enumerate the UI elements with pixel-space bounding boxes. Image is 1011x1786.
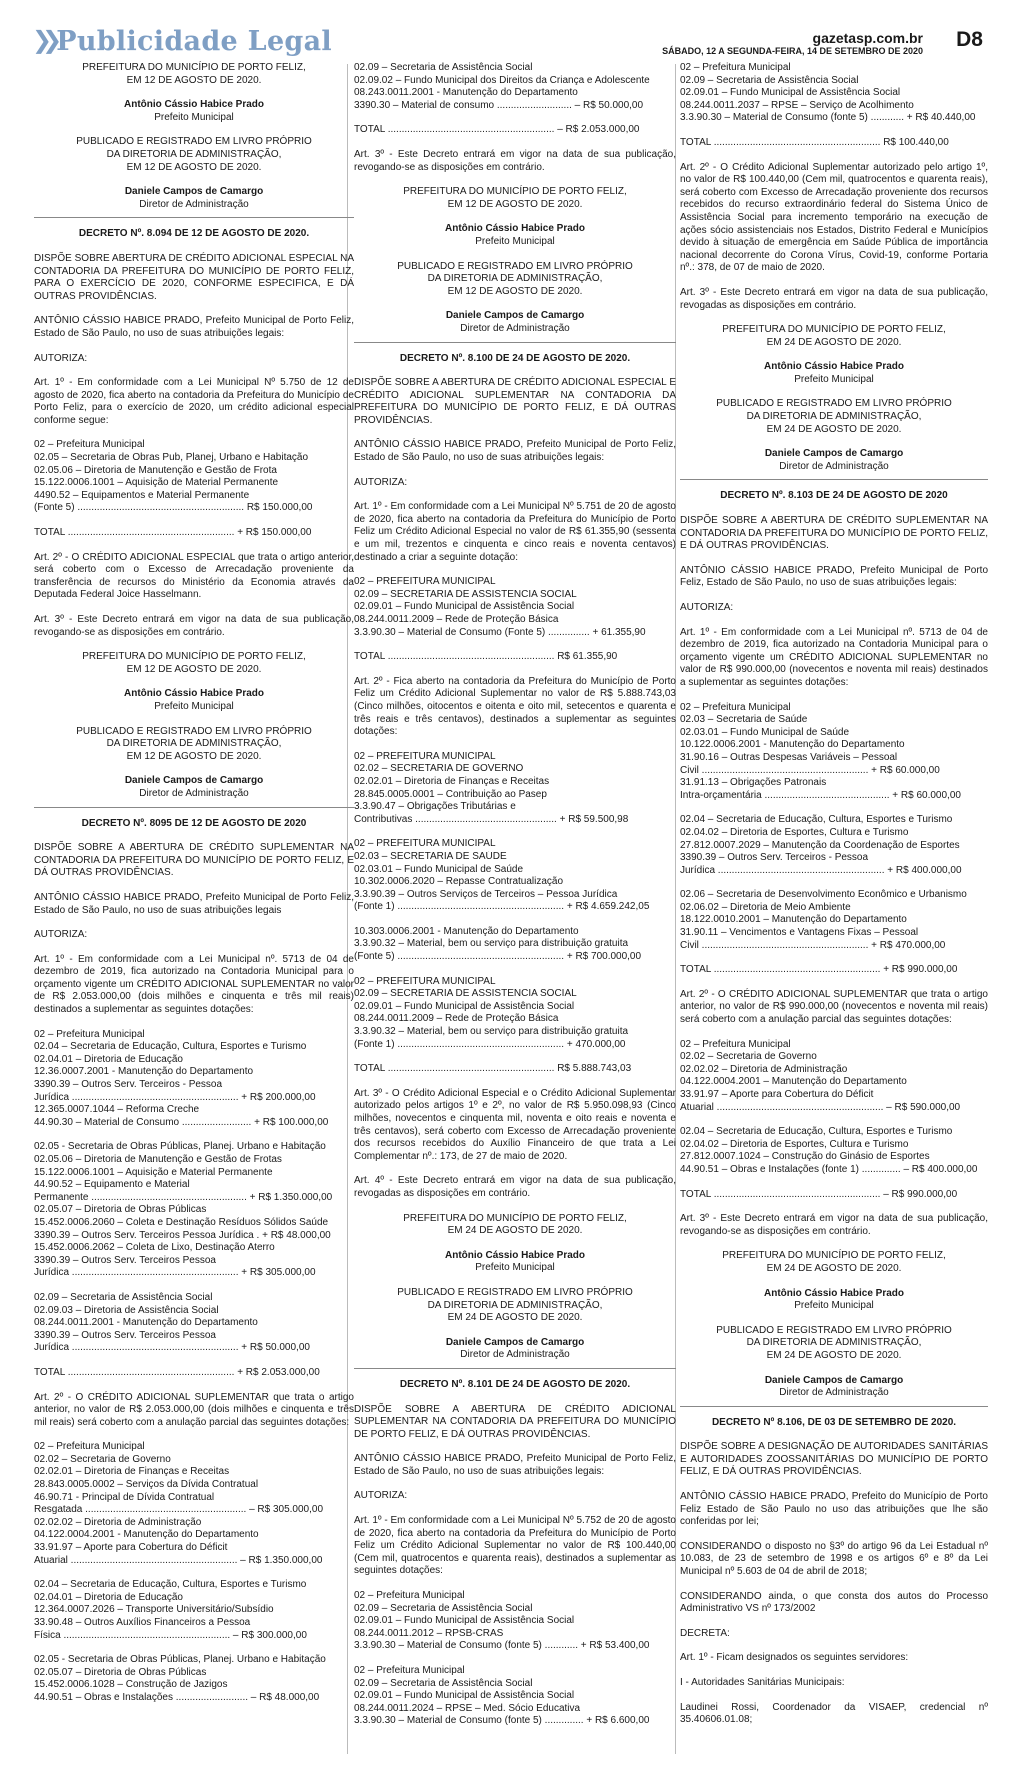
- budget-line: 02 – PREFEITURA MUNICIPAL: [354, 838, 496, 850]
- signature-name: Daniele Campos de Camargo: [124, 775, 264, 787]
- budget-line: 02.02 – Secretaria de Governo: [34, 1453, 171, 1465]
- budget-line: 02.04.02 – Diretoria de Esportes, Cultura e Turismo: [680, 1138, 909, 1150]
- section-rule: [354, 1368, 676, 1369]
- spacer: [34, 87, 354, 99]
- budget-line: 02.09 – Secretaria de Assistência Social: [354, 62, 533, 73]
- budget-line: 12.365.0007.1044 – Reforma Creche: [34, 1104, 200, 1116]
- budget-line: 3390.39 – Outros Serv. Terceiros Pessoa: [34, 1254, 216, 1266]
- paragraph: ANTÔNIO CÁSSIO HABICE PRADO, Prefeito do Município de Porto Feliz Estado de São Paulo no uso das atribuições que lhe são conferidas por lei;: [680, 1491, 988, 1528]
- paragraph: AUTORIZA:: [680, 602, 734, 613]
- spacer: [354, 1238, 676, 1250]
- budget-line: Física ............................................................ – R$ 300.000,00: [34, 1629, 307, 1641]
- budget-line: 02.03 – Secretaria de Saúde: [680, 714, 808, 726]
- centered-line: Diretor de Administração: [139, 787, 249, 799]
- budget-line: 02.02 – SECRETARIA DE GOVERNO: [354, 763, 524, 775]
- paragraph: AUTORIZA:: [34, 352, 88, 364]
- section-rule: [680, 479, 988, 480]
- budget-line: Contributivas ................................................... + R$ 59.500,98: [354, 813, 629, 825]
- budget-line: 02.04 – Secretaria de Educação, Cultura, Esportes e Turismo: [34, 1041, 307, 1053]
- signature-name: Daniele Campos de Camargo: [445, 310, 585, 322]
- budget-line: 02.05.07 – Diretoria de Obras Públicas: [34, 1204, 207, 1216]
- decree-title: DECRETO Nº. 8.101 DE 24 DE AGOSTO DE 2020.: [399, 1378, 631, 1390]
- centered-line: Diretor de Administração: [460, 322, 570, 334]
- paragraph: Art. 3º - Este Decreto entrará em vigor na data de sua publicação, revogando-se as disposições em contrário.: [354, 148, 676, 173]
- signature-name: Antônio Cássio Habice Prado: [763, 1287, 905, 1299]
- budget-line: 02 – Prefeitura Municipal: [34, 439, 145, 451]
- budget-line: TOTAL ............................................................ – R$ 990.000,00: [680, 1188, 958, 1200]
- centered-line: Diretor de Administração: [779, 1387, 889, 1399]
- paragraph: Art. 2º - O CRÉDITO ADICIONAL ESPECIAL que trata o artigo anterior, será coberto com o Excesso de Arrecadação proveniente da transferência de recursos do Ministério da Economia através da Deputada Federal Joice Hasselmann.: [34, 551, 354, 601]
- paragraph: ANTÔNIO CÁSSIO HABICE PRADO, Prefeito Municipal de Porto Feliz, Estado de São Paulo, no uso de suas atribuições legais:: [680, 564, 988, 589]
- issue-date: SÁBADO, 12 A SEGUNDA-FEIRA, 14 DE SETEMBRO DE 2020: [662, 46, 923, 56]
- budget-line: 08.244.0011.2001 - Manutenção do Departamento: [34, 1317, 258, 1329]
- paragraph: AUTORIZA:: [34, 929, 88, 941]
- budget-line: TOTAL ............................................................ + R$ 150.000,00: [34, 527, 312, 539]
- budget-line: 10.303.0006.2001 - Manutenção do Departamento: [354, 925, 579, 937]
- budget-line: Intra-orçamentária ............................................. + R$ 60.000,00: [680, 789, 961, 801]
- paragraph: I - Autoridades Sanitárias Municipais:: [680, 1677, 845, 1688]
- budget-line: 02.09.03 – Diretoria de Assistência Social: [34, 1304, 219, 1316]
- budget-line: TOTAL ............................................................ + R$ 990.000,00: [680, 964, 958, 976]
- paragraph: DISPÕE SOBRE A ABERTURA DE CRÉDITO ADICIONAL SUPLEMENTAR NA CONTADORIA DA PREFEITURA DO MUNICÍPIO DE PORTO FELIZ, E DÁ OUTRAS PROVIDÊNCIAS.: [354, 1403, 676, 1440]
- budget-line: Resgatada .......................................................... – R$ 305.000,00: [34, 1504, 324, 1516]
- centered-line: DA DIRETORIA DE ADMINISTRAÇÃO,: [427, 1299, 603, 1311]
- centered-line: EM 12 DE AGOSTO DE 2020.: [126, 161, 262, 173]
- spacer: [680, 1114, 988, 1126]
- budget-line: TOTAL ............................................................ + R$ 2.053.000,00: [34, 1366, 320, 1378]
- centered-line: EM 24 DE AGOSTO DE 2020.: [766, 336, 902, 348]
- budget-line: 02.04 – Secretaria de Educação, Cultura, Esportes e Turismo: [34, 1579, 307, 1591]
- budget-line: 02 – Prefeitura Municipal: [354, 1665, 465, 1676]
- spacer: [354, 664, 676, 676]
- spacer: [354, 249, 676, 261]
- spacer: [34, 763, 354, 775]
- budget-line: 08.244.0011.2037 – RPSE – Serviço de Acolhimento: [680, 99, 914, 111]
- budget-line: Atuarial ............................................................ – R$ 590.000,00: [680, 1101, 961, 1113]
- budget-line: 02.05.06 – Diretoria de Manutenção e Gestão de Frotas: [34, 1154, 282, 1165]
- paragraph: Art. 2º - Fica aberto na contadoria da Prefeitura do Município de Porto Feliz um Crédito Adicional Suplementar no valor de R$ 5.888.743,03 (Cinco milhões, oitocentos e oitenta e oito mil, setecentos e quarenta e três reais e três centavos), destinados a suplementar as seguintes dotações:: [354, 675, 676, 738]
- signature-name: Antônio Cássio Habice Prado: [444, 223, 586, 235]
- budget-line: 4490.52 – Equipamentos e Material Permanente: [34, 489, 250, 501]
- centered-line: EM 12 DE AGOSTO DE 2020.: [126, 663, 262, 675]
- double-chevron-icon: ❯❯: [32, 26, 53, 54]
- budget-line: 02 – Prefeitura Municipal: [680, 701, 791, 713]
- budget-line: 02.09 – Secretaria de Assistência Social: [354, 1677, 533, 1689]
- budget-line: 02.09 – SECRETARIA DE ASSISTENCIA SOCIAL: [354, 588, 577, 600]
- paragraph: ANTÔNIO CÁSSIO HABICE PRADO, Prefeito Municipal de Porto Feliz, Estado de São Paulo, no uso de suas atribuições legais: [34, 891, 354, 916]
- budget-line: 15.122.0006.1001 – Aquisição de Material Permanente: [34, 477, 279, 489]
- budget-line: Jurídica ............................................................ + R$ 400.000,00: [680, 864, 962, 876]
- centered-line: EM 24 DE AGOSTO DE 2020.: [766, 1349, 902, 1361]
- budget-line: 15.452.0006.1028 – Construção de Jazigos: [34, 1679, 228, 1691]
- paragraph: DISPÕE SOBRE A ABERTURA DE CRÉDITO SUPLEMENTAR NA CONTADORIA DA PREFEITURA DO MUNICÍPIO DE PORTO FELIZ, E DÁ OUTRAS PROVIDÊNCIAS.: [34, 842, 354, 879]
- spacer: [680, 952, 988, 964]
- centered-line: PUBLICADO E REGISTRADO EM LIVRO PRÓPRIO: [76, 725, 312, 737]
- budget-line: 02.02.02 – Diretoria de Administração: [680, 1063, 848, 1075]
- spacer: [354, 826, 676, 838]
- centered-line: DA DIRETORIA DE ADMINISTRAÇÃO,: [746, 1337, 922, 1349]
- paragraph: Laudinei Rossi, Coordenador da VISAEP, credencial nº 35.40606.01.08;: [680, 1701, 988, 1726]
- budget-line: 3.3.90.30 – Material de Consumo (fonte 5) ............ + R$ 40.440,00: [680, 112, 976, 124]
- budget-line: Jurídica ............................................................ + R$ 305.000,00: [34, 1267, 316, 1279]
- budget-line: 31.90.16 – Outras Despesas Variáveis – Pessoal: [680, 751, 898, 763]
- budget-line: 3.3.90.30 – Material de Consumo (fonte 5) .............. + R$ 6.600,00: [354, 1715, 650, 1727]
- budget-line: 31.91.13 – Obrigações Patronais: [680, 777, 827, 789]
- site-url: gazetasp.com.br: [812, 30, 923, 46]
- paragraph: ANTÔNIO CÁSSIO HABICE PRADO, Prefeito Municipal de Porto Feliz, Estado de São Paulo, no uso de suas atribuições legais:: [354, 439, 676, 464]
- budget-line: 3390.30 – Material de consumo ........................... – R$ 50.000,00: [354, 99, 644, 111]
- spacer: [354, 1653, 676, 1665]
- budget-line: Civil ............................................................ + R$ 470.000,00: [680, 939, 946, 951]
- budget-line: Jurídica ............................................................ + R$ 200.000,00: [34, 1091, 316, 1103]
- decree-title: DECRETO Nº. 8095 DE 12 DE AGOSTO DE 2020: [81, 817, 307, 829]
- spacer: [680, 150, 988, 162]
- centered-line: PREFEITURA DO MUNICÍPIO DE PORTO FELIZ,: [722, 1250, 946, 1262]
- budget-line: 02.05.07 – Diretoria de Obras Públicas: [34, 1666, 207, 1678]
- budget-line: TOTAL ............................................................ R$ 100.440,00: [680, 136, 949, 148]
- spacer: [34, 1355, 354, 1367]
- budget-line: 02.03.01 – Fundo Municipal de Saúde: [354, 863, 524, 875]
- budget-line: 02.09.01 – Fundo Municipal de Assistência Social: [354, 1690, 575, 1702]
- signature-name: Daniele Campos de Camargo: [124, 186, 264, 198]
- paragraph: Art. 1º - Ficam designados os seguintes servidores:: [680, 1652, 909, 1664]
- budget-line: 44.90.30 – Material de Consumo ......................... + R$ 100.000,00: [34, 1116, 329, 1128]
- centered-line: DA DIRETORIA DE ADMINISTRAÇÃO,: [106, 738, 282, 750]
- spacer: [34, 1567, 354, 1579]
- budget-line: TOTAL ............................................................ – R$ 2.053.000,00: [354, 124, 640, 136]
- budget-line: 33.91.97 – Aporte para Cobertura do Déficit: [34, 1542, 228, 1554]
- centered-line: Prefeito Municipal: [794, 373, 874, 385]
- budget-line: 02.05 - Secretaria de Obras Públicas, Planej. Urbano e Habitação: [34, 1141, 326, 1153]
- budget-line: 02.09 – Secretaria de Assistência Social: [354, 1602, 533, 1614]
- paragraph: Art. 2º - O Crédito Adicional Suplementar autorizado pelo artigo 1º, no valor de R$ 100.440,00 (Cem mil, quatrocentos e quarenta reais), será coberto com Excesso de Arrecadação proveniente dos recursos recebidos do recurso extraordinário federal do Sistema Único de Assistência Social para incremento temporário na execução de ações sócio assistenciais nos Estados, Distrito Federal e Municípios devido à situação de emergência em Saúde Pública de importância nacional decorrente do Corona Vírus, Covid-19, conforme Portaria nº.: 378, de 07 de maio de 2020.: [680, 161, 988, 274]
- paragraph: DISPÕE SOBRE A ABERTURA DE CRÉDITO SUPLEMENTAR NA CONTADORIA DA PREFEITURA DO MUNICÍPIO DE PORTO FELIZ, E DÁ OUTRAS PROVIDÊNCIAS.: [680, 515, 988, 552]
- signature-name: Antônio Cássio Habice Prado: [123, 688, 265, 700]
- paragraph: Art. 3º - Este Decreto entrará em vigor na data de sua publicação, revogando-se as disposições em contrário.: [680, 1213, 988, 1237]
- centered-line: Diretor de Administração: [139, 198, 249, 210]
- budget-line: 27.812.0007.1024 – Construção do Ginásio de Esportes: [680, 1151, 930, 1163]
- spacer: [354, 1076, 676, 1088]
- spacer: [34, 676, 354, 688]
- centered-line: EM 12 DE AGOSTO DE 2020.: [126, 750, 262, 762]
- spacer: [680, 1201, 988, 1213]
- budget-line: Atuarial ............................................................ – R$ 1.350.000,00: [34, 1554, 323, 1566]
- paragraph: Art. 2º - O CRÉDITO ADICIONAL SUPLEMENTAR que trata o artigo anterior, no valor de R$ 990.000,00 (novecentos e noventa mil reais) será coberto com a anulação parcial das seguintes dotações:: [680, 988, 988, 1026]
- budget-line: 02 – Prefeitura Municipal: [680, 62, 791, 73]
- spacer: [354, 639, 676, 651]
- budget-line: 3390.39 – Outros Serv. Terceiros - Pessoa: [34, 1079, 223, 1091]
- paragraph: DISPÕE SOBRE ABERTURA DE CRÉDITO ADICIONAL ESPECIAL NA CONTADORIA DA PREFEITURA DO MUNICÍPIO DE PORTO FELIZ, PARA O EXERCÍCIO DE 2020, CONFORME ESPECIFICA, E DÁ OUTRAS PROVIDÊNCIAS.: [34, 252, 354, 302]
- budget-line: 3.3.90.30 – Material de Consumo (fonte 5) ............ + R$ 53.400,00: [354, 1640, 650, 1652]
- decree-title: DECRETO Nº 8.106, DE 03 DE SETEMBRO DE 2020.: [711, 1416, 957, 1428]
- centered-line: EM 24 DE AGOSTO DE 2020.: [766, 1262, 902, 1274]
- budget-line: 02.09.01 – Fundo Municipal de Assistência Social: [354, 1615, 575, 1627]
- paragraph: ANTÔNIO CÁSSIO HABICE PRADO, Prefeito Municipal de Porto Feliz, Estado de São Paulo, no uso de suas atribuições legais:: [354, 1453, 676, 1477]
- centered-line: Prefeito Municipal: [154, 111, 234, 123]
- budget-line: 44.90.51 – Obras e Instalações .......................... – R$ 48.000,00: [34, 1691, 320, 1703]
- budget-line: 02.04.02 – Diretoria de Esportes, Cultura e Turismo: [680, 826, 909, 838]
- spacer: [34, 540, 354, 552]
- paragraph: Art. 3º - O Crédito Adicional Especial e o Crédito Adicional Suplementar autorizado pelos artigos 1º e 2º, no valor de R$ 5.950.098,93 (Cinco milhões, novecentos e cinquenta mil, noventa e oito reais e noventa e três centavos), será coberto com Excesso de Arrecadação proveniente dos recursos recebidos do Auxílio Financeiro de que trata a Lei Complementar nº.: 173, de 27 de maio de 2020.: [354, 1087, 676, 1162]
- paragraph: CONSIDERANDO o disposto no §3º do artigo 96 da Lei Estadual nº 10.083, de 23 de setembro de 1998 e os artigos 6º e 8º da Lei Municipal nº 5.603 de 04 de abril de 2018;: [680, 1540, 988, 1578]
- budget-line: 02.02.01 – Diretoria de Finanças e Receitas: [34, 1466, 230, 1478]
- budget-line: 02 – PREFEITURA MUNICIPAL: [354, 576, 496, 588]
- budget-line: (Fonte 5) ............................................................ R$ 150.000,00: [34, 502, 313, 514]
- centered-line: Diretor de Administração: [460, 1349, 570, 1361]
- centered-line: Prefeito Municipal: [154, 700, 234, 712]
- spacer: [354, 964, 676, 976]
- spacer: [680, 877, 988, 889]
- budget-line: 27.812.0007.2029 – Manutenção da Coordenação de Esportes: [680, 839, 960, 851]
- budget-line: 02.09 – Secretaria de Assistência Social: [680, 74, 859, 86]
- budget-line: Civil ............................................................ + R$ 60.000,00: [680, 764, 940, 776]
- budget-line: (Fonte 5) ............................................................ + R$ 700.000,00: [354, 951, 642, 963]
- spacer: [354, 137, 676, 149]
- signature-name: Antônio Cássio Habice Prado: [123, 99, 265, 111]
- budget-line: 02.04.01 – Diretoria de Educação: [34, 1591, 183, 1603]
- budget-line: 31.90.11 – Vencimentos e Vantagens Fixas – Pessoal: [680, 927, 919, 939]
- spacer: [34, 714, 354, 726]
- spacer: [34, 1642, 354, 1654]
- spacer: [34, 174, 354, 186]
- centered-line: Prefeito Municipal: [794, 1300, 874, 1312]
- paragraph: Art. 2º - O CRÉDITO ADICIONAL SUPLEMENTAR que trata o artigo anterior, no valor de R$ 2.053.000,00 (dois milhões e cinquenta e três mil reais) será coberto com a anulação parcial das seguintes dotações:: [34, 1391, 354, 1428]
- paragraph: Art. 1º - Em conformidade com a Lei Municipal nº. 5713 de 04 de dezembro de 2019, fica autorizado na Contadoria Municipal para o orçamento vigente um CRÉDITO ADICIONAL SUPLEMENTAR no valor de R$ 2.053.000,00 (dois milhões e cinquenta e três mil reais) destinados a suplementar as seguintes dotações:: [34, 953, 354, 1016]
- centered-line: PREFEITURA DO MUNICÍPIO DE PORTO FELIZ,: [82, 62, 306, 73]
- decree-title: DECRETO Nº. 8.103 DE 24 DE AGOSTO DE 2020: [720, 490, 948, 502]
- budget-line: 3.3.90.32 – Material, bem ou serviço para distribuição gratuita: [354, 1026, 629, 1038]
- centered-line: DA DIRETORIA DE ADMINISTRAÇÃO,: [427, 273, 603, 285]
- paragraph: ANTÔNIO CÁSSIO HABICE PRADO, Prefeito Municipal de Porto Feliz, Estado de São Paulo, no uso de suas atribuições legais:: [34, 315, 354, 339]
- spacer: [680, 436, 988, 448]
- budget-line: 02.09.02 – Fundo Municipal dos Direitos da Criança e Adolescente: [354, 74, 650, 86]
- centered-line: EM 12 DE AGOSTO DE 2020.: [447, 285, 583, 297]
- budget-line: 12.364.0007.2026 – Transporte Universitário/Subsídio: [34, 1604, 274, 1616]
- spacer: [354, 298, 676, 310]
- centered-line: EM 24 DE AGOSTO DE 2020.: [447, 1312, 583, 1324]
- column-2: [354, 62, 676, 1728]
- spacer: [34, 1280, 354, 1292]
- budget-line: 46.90.71 - Principal de Dívida Contratual: [34, 1491, 215, 1503]
- centered-line: Diretor de Administração: [779, 460, 889, 472]
- spacer: [354, 211, 676, 223]
- budget-line: 3390.39 – Outros Serv. Terceiros Pessoa: [34, 1329, 216, 1341]
- budget-line: 15.452.0006.2060 – Coleta e Destinação Resíduos Sólidos Saúde: [34, 1216, 329, 1228]
- column-3: [680, 62, 988, 1739]
- budget-line: 02.02 – Secretaria de Governo: [680, 1051, 817, 1063]
- spacer: [354, 1051, 676, 1063]
- section-rule: [680, 1406, 988, 1407]
- budget-line: 04.122.0004.2001 – Manutenção do Departamento: [680, 1076, 907, 1088]
- signature-name: Daniele Campos de Camargo: [764, 1374, 904, 1386]
- budget-line: 44.90.51 – Obras e Instalações (fonte 1) .............. – R$ 400.000,00: [680, 1163, 978, 1175]
- spacer: [34, 124, 354, 136]
- budget-line: 02 – PREFEITURA MUNICIPAL: [354, 750, 496, 762]
- paragraph: AUTORIZA:: [354, 476, 408, 488]
- paragraph: DECRETA:: [680, 1627, 730, 1639]
- budget-line: 02.09 – Secretaria de Assistência Social: [34, 1291, 213, 1303]
- paragraph: DISPÕE SOBRE A DESIGNAÇÃO DE AUTORIDADES SANITÁRIAS E AUTORIDADES ZOOSSANITÁRIAS DO MUNICÍPIO DE PORTO FELIZ, E DÁ OUTRAS PROVIDÊNCIAS.: [680, 1441, 988, 1478]
- budget-line: 02.04.01 – Diretoria de Educação: [34, 1053, 183, 1065]
- spacer: [354, 1275, 676, 1287]
- budget-line: 08.244.0011.2009 – Rede de Proteção Básica: [354, 614, 559, 625]
- paragraph: Art. 3º - Este Decreto entrará em vigor na data de sua publicação, revogando-se as disposições em contrário.: [34, 614, 354, 638]
- spacer: [34, 1129, 354, 1141]
- centered-line: PUBLICADO E REGISTRADO EM LIVRO PRÓPRIO: [716, 1324, 952, 1336]
- budget-line: 02.05 - Secretaria de Obras Públicas, Planej. Urbano e Habitação: [34, 1654, 326, 1666]
- budget-line: Permanente ........................................................ + R$ 1.350.000,00: [34, 1191, 333, 1203]
- budget-line: 18.122.0010.2001 – Manutenção do Departamento: [680, 914, 907, 926]
- budget-line: 08.244.0011.2009 – Rede de Proteção Básica: [354, 1013, 559, 1025]
- centered-line: EM 12 DE AGOSTO DE 2020.: [126, 74, 262, 86]
- budget-line: 3.3.90.30 – Material de Consumo (Fonte 5) ............... + 61.355,90: [354, 626, 646, 638]
- spacer: [354, 1325, 676, 1337]
- budget-line: 02.03 – SECRETARIA DE SAÚDE: [354, 850, 507, 862]
- budget-line: 10.122.0006.2001 - Manutenção do Departamento: [680, 739, 905, 751]
- spacer: [354, 914, 676, 926]
- budget-line: 44.90.52 – Equipamento e Material: [34, 1179, 190, 1191]
- spacer: [680, 977, 988, 989]
- budget-line: TOTAL ............................................................ R$ 61.355,90: [354, 651, 618, 663]
- centered-line: DA DIRETORIA DE ADMINISTRAÇÃO,: [106, 148, 282, 160]
- budget-line: 28.843.0005.0002 – Serviços da Dívida Contratual: [34, 1479, 259, 1491]
- paragraph: Art. 3º - Este Decreto entrará em vigor na data de sua publicação, revogadas as disposições em contrário.: [680, 286, 988, 311]
- centered-line: PREFEITURA DO MUNICÍPIO DE PORTO FELIZ,: [403, 186, 627, 198]
- paragraph: Art. 1º - Em conformidade com a Lei Municipal nº. 5713 de 04 de dezembro de 2019, fica autorizado na Contadoria Municipal para o orçamento vigente um CRÉDITO ADICIONAL SUPLEMENTAR no valor de R$ 990.000,00 (novecentos e noventa mil reais) destinados a suplementar as seguintes dotações:: [680, 626, 988, 688]
- budget-line: 33.90.48 – Outros Auxílios Financeiros a Pessoa: [34, 1617, 251, 1628]
- budget-line: 12.36.0007.2001 - Manutenção do Departamento: [34, 1066, 254, 1078]
- budget-line: 15.122.0006.1001 – Aquisição e Material Permanente: [34, 1166, 273, 1178]
- section-title: [32, 26, 332, 57]
- budget-line: 02 – Prefeitura Municipal: [354, 1590, 465, 1602]
- paragraph: Art. 4º - Este Decreto entrará em vigor na data de sua publicação, revogadas as disposições em contrário.: [354, 1175, 676, 1199]
- column-1: [34, 62, 354, 1705]
- budget-line: 02.06.02 – Diretoria de Meio Ambiente: [680, 901, 851, 913]
- paragraph: AUTORIZA:: [354, 1490, 408, 1502]
- budget-line: TOTAL ............................................................ R$ 5.888.743,03: [354, 1063, 632, 1075]
- budget-line: 02.02.02 – Diretoria de Administração: [34, 1516, 202, 1528]
- budget-line: 3.3.90.39 – Outros Serviços de Terceiros – Pessoa Jurídica: [354, 888, 618, 900]
- budget-line: 08.244.0011.2024 – RPSE – Med. Sócio Educativa: [354, 1702, 581, 1714]
- budget-line: 15.452.0006.2062 – Coleta de Lixo, Destinação Aterro: [34, 1242, 275, 1254]
- budget-line: 02.09 – SECRETARIA DE ASSISTENCIA SOCIAL: [354, 988, 577, 1000]
- budget-line: 02 – PREFEITURA MUNICIPAL: [354, 975, 496, 987]
- centered-line: PUBLICADO E REGISTRADO EM LIVRO PRÓPRIO: [76, 136, 312, 148]
- budget-line: 3390.39 – Outros Serv. Terceiros Pessoa Jurídica . + R$ 48.000,00: [34, 1229, 331, 1241]
- centered-line: EM 24 DE AGOSTO DE 2020.: [766, 423, 902, 435]
- decree-title: DECRETO Nº. 8.100 DE 24 DE AGOSTO DE 2020.: [399, 352, 631, 364]
- budget-line: 02.09.01 – Fundo Municipal de Assistência Social: [354, 1000, 575, 1012]
- centered-line: Prefeito Municipal: [475, 235, 555, 247]
- spacer: [680, 1276, 988, 1288]
- section-rule: [354, 342, 676, 343]
- centered-line: EM 12 DE AGOSTO DE 2020.: [447, 198, 583, 210]
- paragraph: Art. 1º - Em conformidade com a Lei Municipal Nº 5.750 de 12 de agosto de 2020, fica aberto na contadoria da Prefeitura do Município de Porto Feliz, para o exercício de 2020, um crédito adicional especial conforme segue:: [34, 377, 354, 426]
- spacer: [680, 802, 988, 814]
- budget-line: 28.845.0005.0001 – Contribuição ao Pasep: [354, 788, 547, 800]
- budget-line: Jurídica ............................................................ + R$ 50.000,00: [34, 1342, 310, 1354]
- signature-name: Daniele Campos de Camargo: [445, 1336, 585, 1348]
- budget-line: (Fonte 1) ............................................................ + R$ 4.659.242,05: [354, 901, 650, 913]
- signature-name: Antônio Cássio Habice Prado: [444, 1249, 586, 1261]
- centered-line: PUBLICADO E REGISTRADO EM LIVRO PRÓPRIO: [397, 260, 633, 272]
- centered-line: Prefeito Municipal: [475, 1262, 555, 1274]
- budget-line: 3.3.90.32 – Material, bem ou serviço para distribuição gratuita: [354, 938, 629, 950]
- centered-line: PREFEITURA DO MUNICÍPIO DE PORTO FELIZ,: [722, 324, 946, 336]
- paragraph: DISPÕE SOBRE A ABERTURA DE CRÉDITO ADICIONAL ESPECIAL E CRÉDITO ADICIONAL SUPLEMENTAR NA CONTADORIA DA PREFEITURA DO MUNICÍPIO DE PORTO FELIZ, E DÁ OUTRAS PROVIDÊNCIAS.: [354, 377, 676, 426]
- spacer: [34, 1380, 354, 1392]
- decree-title: DECRETO Nº. 8.094 DE 12 DE AGOSTO DE 2020.: [78, 228, 310, 240]
- section-rule: [34, 217, 354, 218]
- page-number: D8: [956, 28, 983, 51]
- centered-line: PREFEITURA DO MUNICÍPIO DE PORTO FELIZ,: [82, 651, 306, 663]
- centered-line: PUBLICADO E REGISTRADO EM LIVRO PRÓPRIO: [397, 1286, 633, 1298]
- spacer: [680, 349, 988, 361]
- spacer: [680, 125, 988, 137]
- budget-line: 3.3.90.47 – Obrigações Tributárias e: [354, 801, 516, 813]
- budget-line: 02 – Prefeitura Municipal: [680, 1038, 791, 1050]
- budget-line: (Fonte 1) ............................................................ + 470.000,00: [354, 1038, 626, 1050]
- budget-line: 02.05 – Secretaria de Obras Pub, Planej, Urbano e Habitação: [34, 452, 309, 464]
- spacer: [680, 1177, 988, 1189]
- budget-line: 10.302.0006.2020 – Repasse Contratualização: [354, 876, 564, 888]
- budget-line: 02 – Prefeitura Municipal: [34, 1028, 145, 1040]
- budget-line: 02.09.01 – Fundo Municipal de Assistência Social: [680, 87, 901, 99]
- budget-line: 02.05.06 – Diretoria de Manutenção e Gestão de Frota: [34, 464, 277, 476]
- budget-line: 04.122.0004.2001 - Manutenção do Departamento: [34, 1529, 259, 1541]
- spacer: [680, 386, 988, 398]
- budget-line: 02.06 – Secretaria de Desenvolvimento Econômico e Urbanismo: [680, 889, 967, 901]
- paragraph: Art. 1º - Em conformidade com a Lei Municipal Nº 5.751 de 20 de agosto de 2020, fica aberto na contadoria da Prefeitura do Município de Porto Feliz um Crédito Adicional Especial no valor de R$ 61.355,90 (sessenta e um mil, trezentos e cinquenta e cinco reais e noventa centavos) destinado a criar a seguinte dotação:: [354, 501, 676, 563]
- spacer: [680, 1313, 988, 1325]
- signature-name: Daniele Campos de Camargo: [764, 448, 904, 460]
- budget-line: 3390.39 – Outros Serv. Terceiros - Pessoa: [680, 852, 869, 864]
- budget-line: 02.04 – Secretaria de Educação, Cultura, Esportes e Turismo: [680, 1126, 953, 1138]
- centered-line: DA DIRETORIA DE ADMINISTRAÇÃO,: [746, 411, 922, 423]
- spacer: [680, 1363, 988, 1375]
- section-rule: [34, 807, 354, 808]
- centered-line: PUBLICADO E REGISTRADO EM LIVRO PRÓPRIO: [716, 398, 952, 410]
- paragraph: Art. 1º - Em conformidade com a Lei Municipal Nº 5.752 de 20 de agosto de 2020, fica aberto na contadoria da Prefeitura do Município de Porto Feliz um Crédito Adicional Suplementar no valor de R$ 100.440,00 (Cem mil, quatrocentos e quarenta reais), destinados a suplementar as seguintes dotações:: [354, 1515, 676, 1577]
- budget-line: 33.91.97 – Aporte para Cobertura do Déficit: [680, 1089, 874, 1100]
- budget-line: 02.09.01 – Fundo Municipal de Assistência Social: [354, 601, 575, 613]
- spacer: [354, 112, 676, 124]
- budget-line: 02.04 – Secretaria de Educação, Cultura, Esportes e Turismo: [680, 814, 953, 826]
- budget-line: 02 – Prefeitura Municipal: [34, 1441, 145, 1453]
- budget-line: 02.03.01 – Fundo Municipal de Saúde: [680, 726, 850, 738]
- paragraph: CONSIDERANDO ainda, o que consta dos autos do Processo Administrativo VS nº 173/2002: [680, 1590, 988, 1615]
- budget-line: 02.02.01 – Diretoria de Finanças e Receitas: [354, 775, 550, 787]
- spacer: [34, 515, 354, 527]
- budget-line: 08.243.0011.2001 - Manutenção do Departamento: [354, 87, 578, 99]
- signature-name: Antônio Cássio Habice Prado: [763, 361, 905, 373]
- budget-line: 08.244.0011.2012 – RPSB-CRAS: [354, 1627, 504, 1639]
- page-header: [0, 0, 1011, 60]
- centered-line: PREFEITURA DO MUNICÍPIO DE PORTO FELIZ,: [403, 1212, 627, 1224]
- section-title-text: Publicidade Legal: [56, 26, 332, 57]
- centered-line: EM 24 DE AGOSTO DE 2020.: [447, 1225, 583, 1237]
